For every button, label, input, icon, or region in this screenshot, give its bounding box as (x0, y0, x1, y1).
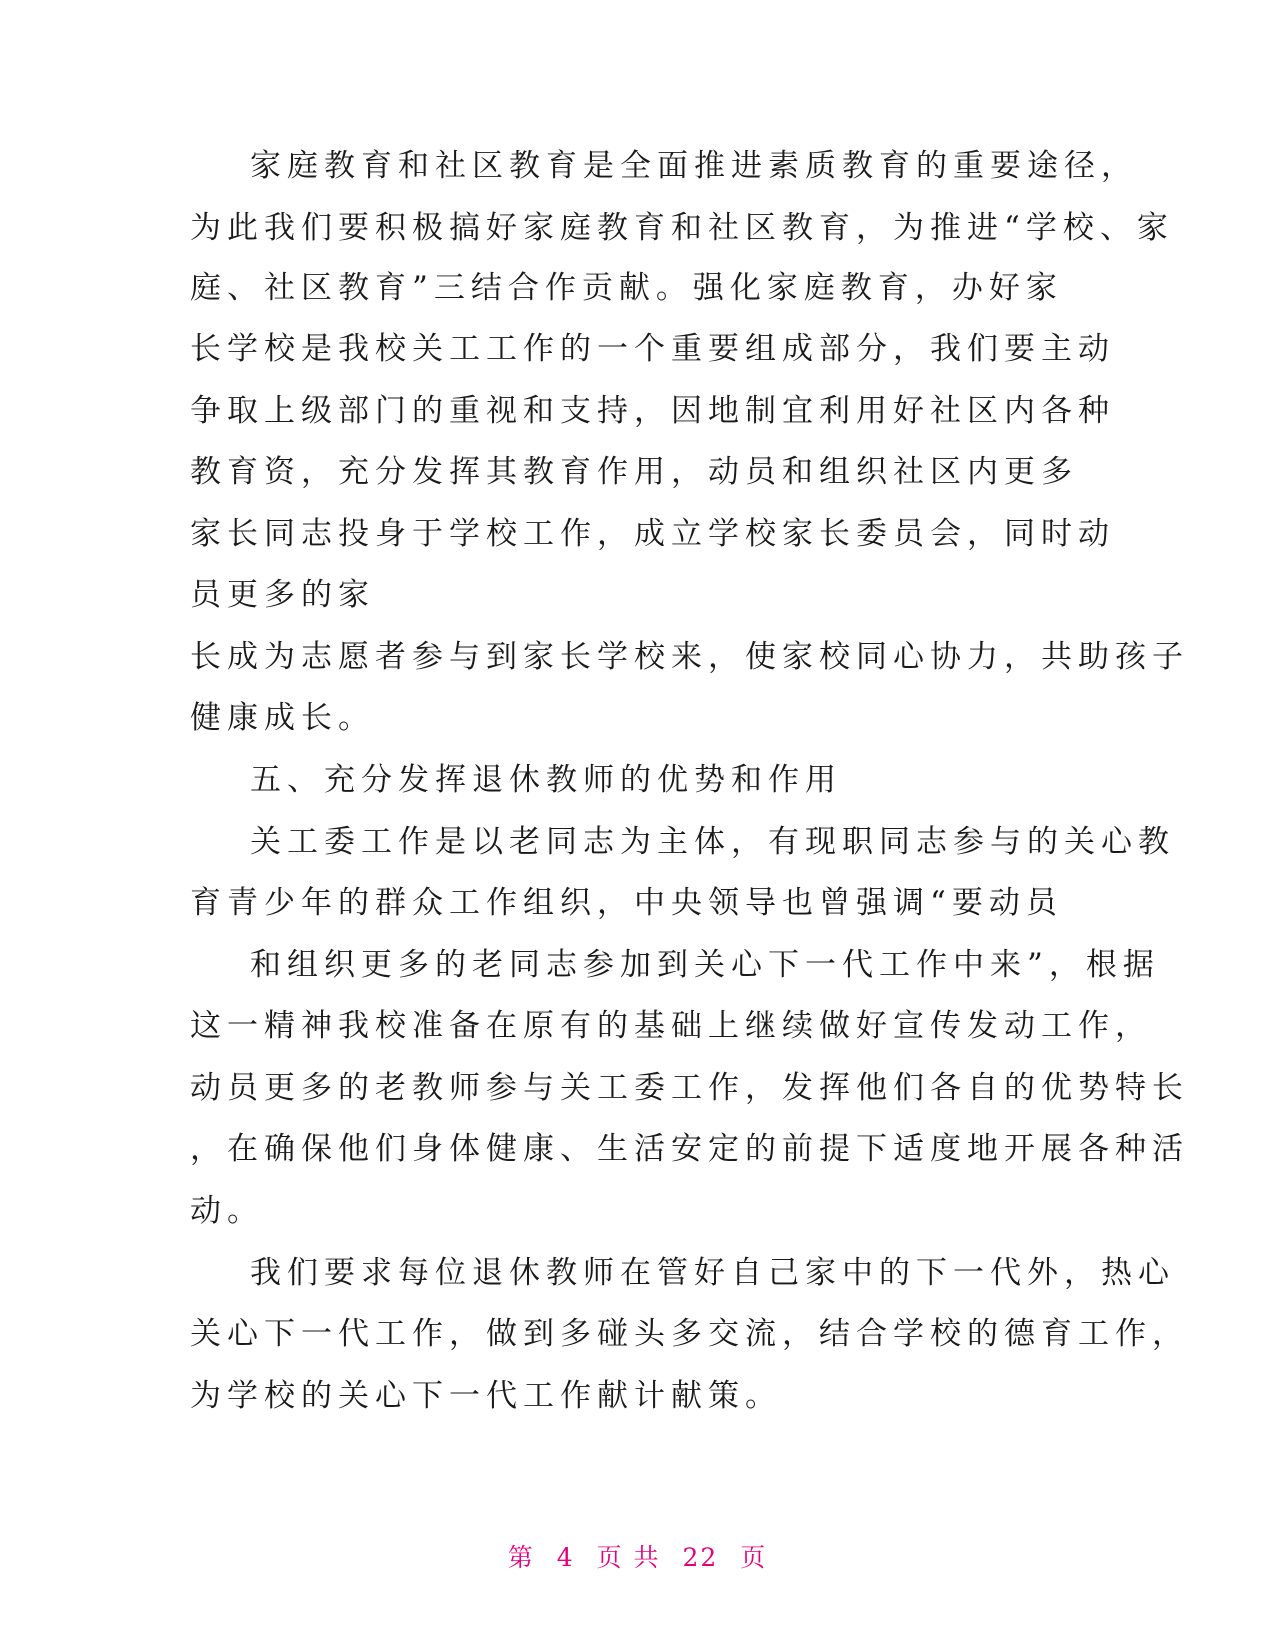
paragraph-line: 家庭教育和社区教育是全面推进素质教育的重要途径， (250, 148, 1138, 184)
page-footer (0, 1538, 1275, 1574)
paragraph-line: 长成为志愿者参与到家长学校来，使家校同心协力，共助孩子 (190, 639, 1189, 675)
footer-page-number: 4 (556, 1543, 575, 1572)
paragraph-line: 家长同志投身于学校工作，成立学校家长委员会，同时动 (190, 516, 1115, 552)
paragraph-line: 这一精神我校准备在原有的基础上继续做好宣传发动工作， (190, 1008, 1152, 1044)
footer-middle: 页 共 (596, 1543, 661, 1572)
paragraph-line: 关工委工作是以老同志为主体，有现职同志参与的关心教 (250, 824, 1175, 860)
footer-total-pages: 22 (682, 1543, 719, 1572)
paragraph-line: 关心下一代工作，做到多碰头多交流，结合学校的德育工作， (190, 1316, 1189, 1352)
section-heading: 五、充分发挥退休教师的优势和作用 (250, 762, 842, 798)
paragraph-line: 争取上级部门的重视和支持，因地制宜利用好社区内各种 (190, 393, 1115, 429)
paragraph-line: 为此我们要积极搞好家庭教育和社区教育，为推进“学校、家 (190, 210, 1174, 246)
paragraph-line: 我们要求每位退休教师在管好自己家中的下一代外，热心 (250, 1255, 1175, 1291)
paragraph-line: 长学校是我校关工工作的一个重要组成部分，我们要主动 (190, 331, 1115, 367)
paragraph-line: 教育资，充分发挥其教育作用，动员和组织社区内更多 (190, 454, 1078, 490)
paragraph-line: 和组织更多的老同志参加到关心下一代工作中来”，根据 (250, 947, 1160, 983)
paragraph-line: 动员更多的老教师参与关工委工作，发挥他们各自的优势特长 (190, 1070, 1189, 1106)
paragraph-line: ，在确保他们身体健康、生活安定的前提下适度地开展各种活 (190, 1131, 1189, 1167)
paragraph-line: 育青少年的群众工作组织，中央领导也曾强调“要动员 (190, 885, 1063, 921)
paragraph-line: 动。 (190, 1193, 264, 1229)
paragraph-line: 员更多的家 (190, 577, 375, 613)
paragraph-line: 庭、社区教育”三结合作贡献。强化家庭教育，办好家 (190, 270, 1063, 306)
footer-prefix: 第 (507, 1543, 535, 1572)
paragraph-line: 为学校的关心下一代工作献计献策。 (190, 1378, 782, 1414)
paragraph-line: 健康成长。 (190, 700, 375, 736)
footer-suffix: 页 (740, 1543, 768, 1572)
